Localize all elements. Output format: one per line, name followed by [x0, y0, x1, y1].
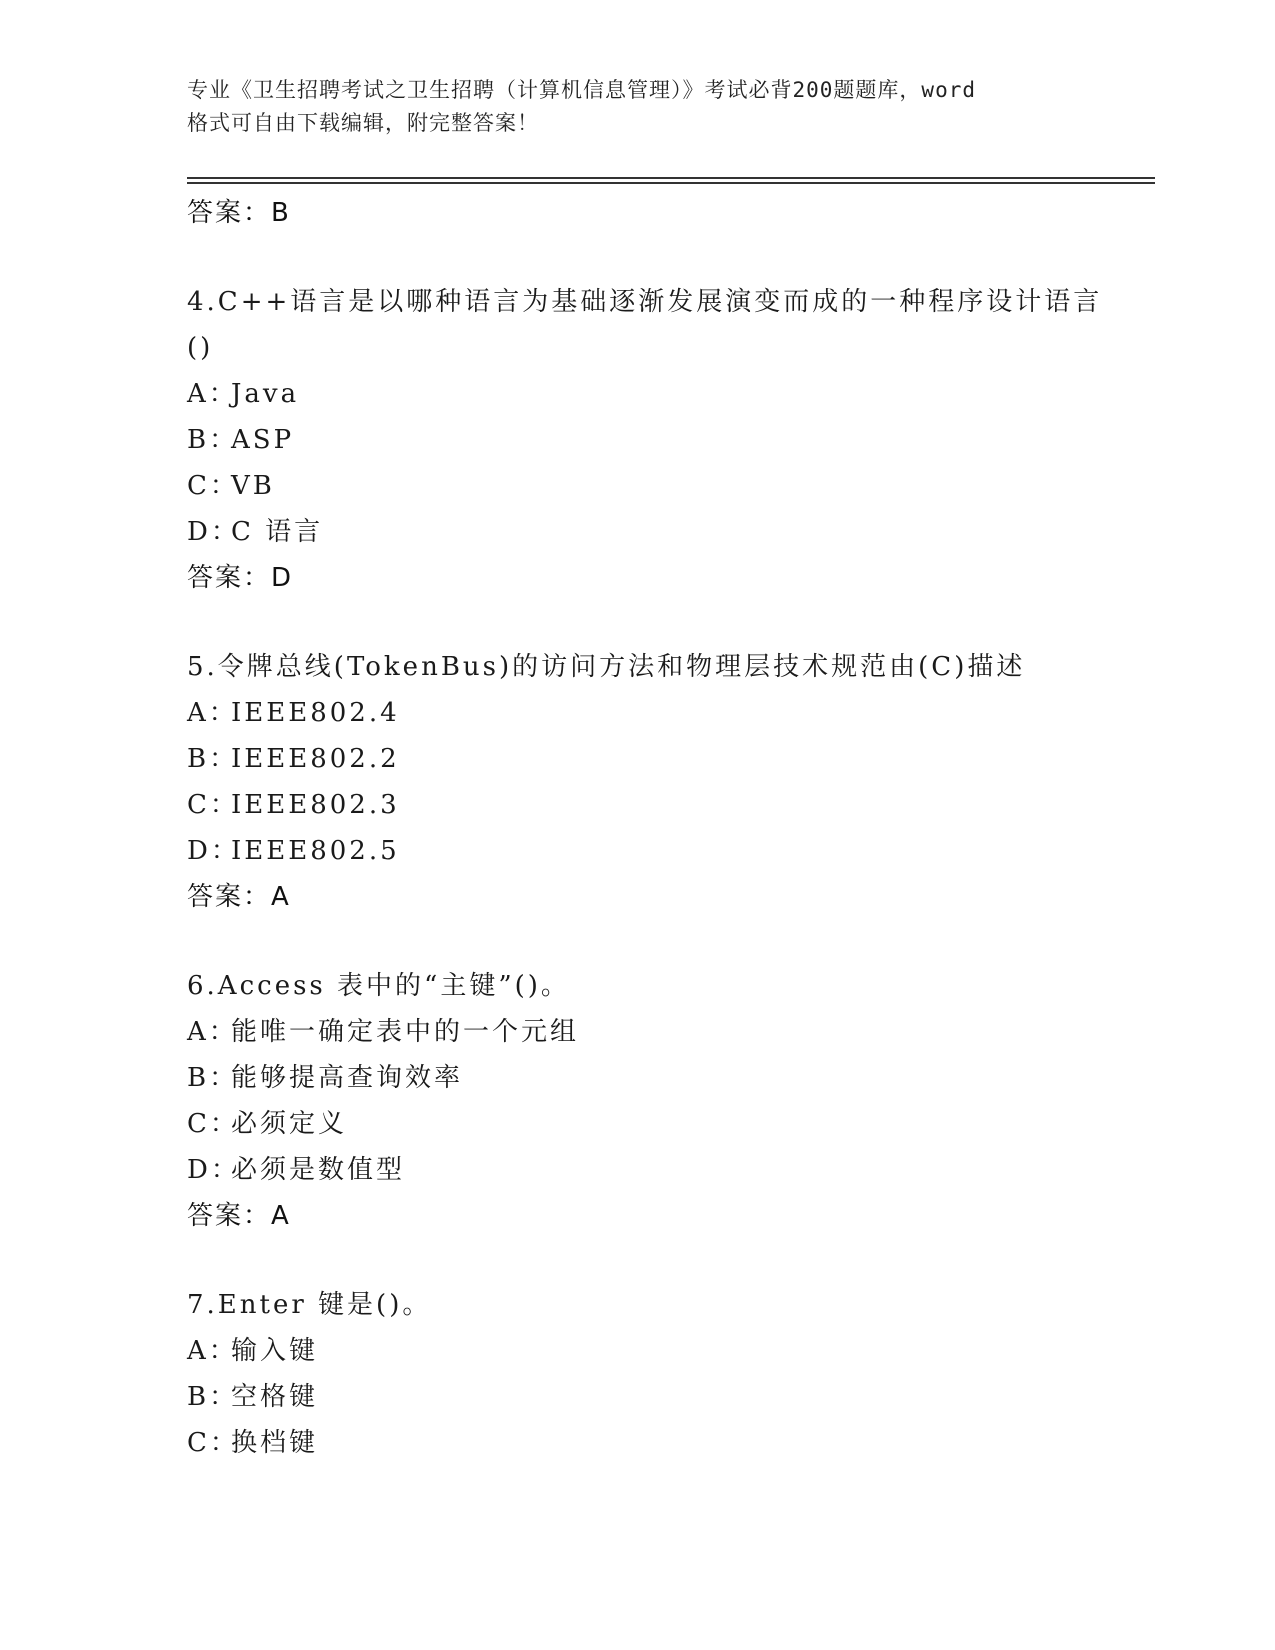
answer-option: [187, 1147, 1155, 1193]
option-text: Java: [231, 379, 300, 409]
document-header: [187, 74, 1087, 140]
option-letter: C：: [187, 471, 239, 501]
question-block: [187, 1282, 1155, 1466]
answer-option: [187, 1101, 1155, 1147]
option-letter: C：: [187, 1428, 239, 1458]
option-text: 必须定义: [231, 1109, 348, 1139]
option-text: ASP: [231, 425, 295, 455]
answer-option: [187, 463, 1155, 509]
answer-option: [187, 1009, 1155, 1055]
answer-option: [187, 417, 1155, 463]
option-letter: B：: [187, 1382, 239, 1412]
answer-line: 答案：A: [187, 1201, 291, 1231]
option-letter: B：: [187, 744, 239, 774]
option-letter: D：: [187, 1155, 240, 1185]
option-letter: C：: [187, 1109, 239, 1139]
question-text: 6.Access 表中的“主键”()。: [187, 971, 570, 1001]
answer-line: 答案：B: [187, 198, 291, 228]
option-letter: A：: [187, 698, 238, 728]
option-letter: B：: [187, 425, 239, 455]
option-text: 必须是数值型: [231, 1155, 406, 1185]
option-letter: B：: [187, 1063, 239, 1093]
header-line-2: 格式可自由下载编辑，附完整答案！: [187, 111, 539, 135]
header-divider-bottom: [187, 182, 1155, 184]
option-letter: D：: [187, 517, 240, 547]
answer-option: [187, 828, 1155, 874]
option-text: IEEE802.2: [231, 744, 400, 774]
question-block: [187, 644, 1155, 920]
question-block: [187, 963, 1155, 1239]
header-divider-top: [187, 177, 1155, 179]
answer-option: [187, 1055, 1155, 1101]
answer-option: [187, 1420, 1155, 1466]
option-letter: D：: [187, 836, 240, 866]
option-text: IEEE802.5: [231, 836, 400, 866]
header-line-1: 专业《卫生招聘考试之卫生招聘（计算机信息管理）》考试必背200题题库，word: [187, 78, 976, 102]
question-text: 4.C++语言是以哪种语言为基础逐渐发展演变而成的一种程序设计语言: [187, 287, 1103, 317]
option-text: 输入键: [231, 1336, 319, 1366]
answer-line: 答案：D: [187, 563, 294, 593]
answer-option: [187, 1374, 1155, 1420]
option-letter: A：: [187, 379, 238, 409]
question-text: 7.Enter 键是()。: [187, 1290, 432, 1320]
option-text: VB: [231, 471, 275, 501]
answer-line: 答案：A: [187, 882, 291, 912]
option-letter: A：: [187, 1336, 238, 1366]
option-letter: C：: [187, 790, 239, 820]
option-text: 能够提高查询效率: [231, 1063, 464, 1093]
question-list: [187, 279, 1155, 1466]
answer-option: [187, 509, 1155, 555]
option-letter: A：: [187, 1017, 238, 1047]
option-text: 换档键: [231, 1428, 319, 1458]
question-text-continued: (): [187, 333, 214, 363]
answer-option: [187, 371, 1155, 417]
option-text: C 语言: [231, 517, 324, 547]
answer-option: [187, 1328, 1155, 1374]
option-text: IEEE802.4: [231, 698, 400, 728]
option-text: IEEE802.3: [231, 790, 400, 820]
option-text: 空格键: [231, 1382, 319, 1412]
answer-option: [187, 690, 1155, 736]
answer-option: [187, 782, 1155, 828]
question-text: 5.令牌总线(TokenBus)的访问方法和物理层技术规范由(C)描述: [187, 652, 1026, 682]
question-block: [187, 279, 1155, 601]
document-content: [187, 190, 1155, 1466]
answer-option: [187, 736, 1155, 782]
option-text: 能唯一确定表中的一个元组: [231, 1017, 580, 1047]
